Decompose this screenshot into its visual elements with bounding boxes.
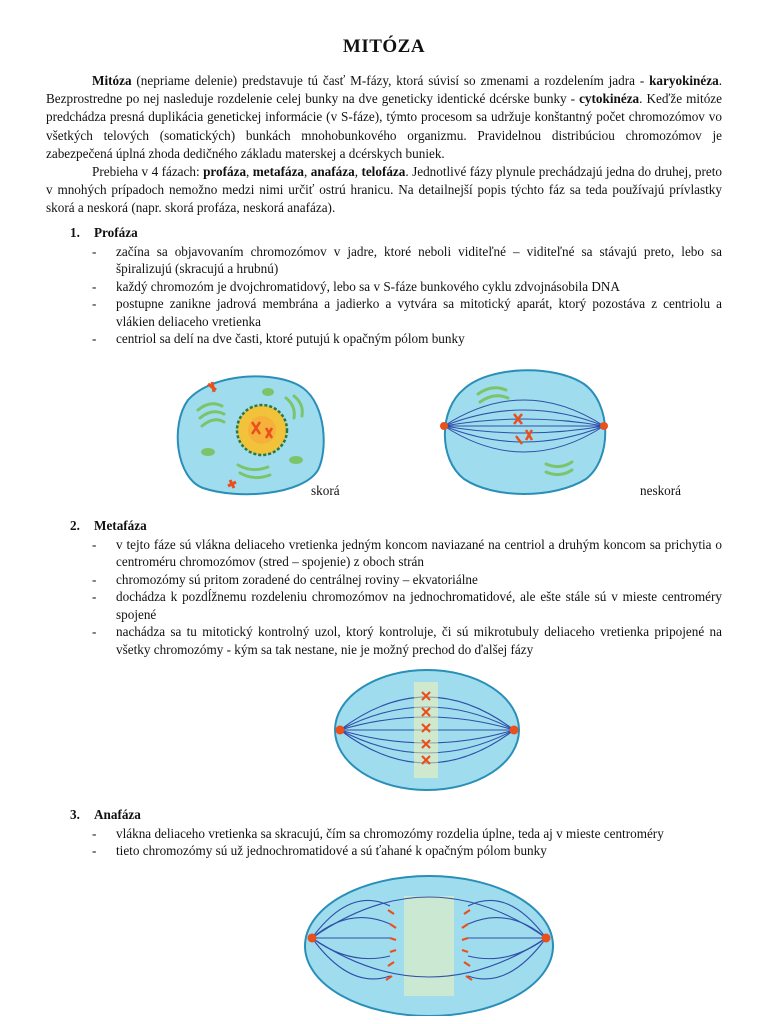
section-heading: 1. Profáza <box>70 225 138 240</box>
list-item: - vlákna deliaceho vretienka sa skracujú, čím sa chromozómy rozdelia úplne, teda aj v mieste centroméry <box>46 825 722 843</box>
bold-term: cytokinéza <box>579 91 640 107</box>
metaphase-illustration <box>330 664 524 794</box>
bold-term: metafáza <box>252 164 305 180</box>
bold-term: telofáza <box>361 164 406 180</box>
section-metafaza <box>46 517 722 658</box>
list-item: - nachádza sa tu mitotický kontrolný uzol, ktorý kontroluje, či sú mikrotubuly deliaceho vretienka pripojené na všetky chromozómy - kým sa tak nestane, nie je možný prechod do ďalšej fázy <box>46 623 722 658</box>
bullet-list <box>46 536 722 659</box>
caption-late: neskorá <box>640 483 682 498</box>
text-run: . Jednotlivé fázy plynule prechádzajú jedna do druhej, preto v mnohých prípadoch nemožno medzi nimi určiť ostrú hranicu. Na detailnejší popis týchto fáz sa teda používajú prívlastky skorá a neskorá (napr. skorá profáza, neskorá anafáza). <box>46 164 723 216</box>
section-profaza <box>46 224 722 348</box>
section-heading: 3. Anafáza <box>70 807 141 822</box>
list-item: - chromozómy sú pritom zoradené do centrálnej roviny – ekvatoriálne <box>46 571 722 589</box>
prophase-late-illustration <box>434 364 614 499</box>
text-run: Prebieha v 4 fázach: <box>92 164 204 180</box>
intro-paragraph-1 <box>46 72 722 163</box>
section-heading: 2. Metafáza <box>70 518 147 533</box>
list-item: - postupne zanikne jadrová membrána a jadierko a vytvára sa mitotický aparát, ktorý pozostáva z centriolu a vlákien deliaceho vretienka <box>46 295 722 330</box>
text-run: , <box>246 164 253 180</box>
bold-term: profáza <box>203 164 247 180</box>
text-run: . Bezprostredne po nej nasleduje rozdelenie celej bunky na dve geneticky identické dcérske bunky - <box>46 73 722 107</box>
caption-early: skorá <box>311 483 340 498</box>
list-item: - každý chromozóm je dvojchromatidový, lebo sa v S-fáze bunkového cyklu zdvojnásobila DNA <box>46 278 722 296</box>
text-run: . Keďže mitóze predchádza presná duplikácia genetickej informácie (v S-fáze), týmto procesom sa udržuje konštantný počet chromozómov vo všetkých telových (somatických) bunkách mnohobunkového organizmu. Pravidelnou distribúciou chromozómov je zabezpečená úplná zhoda dedičného základu materskej a dcérskych buniek. <box>46 91 722 161</box>
bullet-list <box>46 243 722 348</box>
bold-term: karyokinéza <box>649 73 719 88</box>
list-item: - tieto chromozómy sú už jednochromatidové a sú ťahané k opačným pólom bunky <box>46 842 722 860</box>
text-run: , <box>304 164 311 180</box>
anaphase-illustration <box>300 866 558 1016</box>
intro-paragraph-2 <box>46 163 722 218</box>
list-item: - centriol sa delí na dve časti, ktoré putujú k opačným pólom bunky <box>46 330 722 348</box>
section-anafaza <box>46 806 722 860</box>
prophase-early-illustration <box>168 370 328 498</box>
bold-term: anafáza <box>310 164 355 180</box>
text-run: , <box>354 164 362 180</box>
bold-term: Mitóza <box>92 73 132 88</box>
list-item: - začína sa objavovaním chromozómov v jadre, ktoré neboli viditeľné – viditeľné sa stávajú preto, lebo sa špiralizujú (skracujú a hrubnú) <box>46 243 722 278</box>
text-run: (nepriame delenie) predstavuje tú časť M-fázy, ktorá súvisí so zmenami a rozdelením jadra - <box>131 73 650 88</box>
page-title: MITÓZA <box>342 36 426 57</box>
intro-text <box>46 72 722 218</box>
bullet-list <box>46 825 722 860</box>
list-item: - dochádza k pozdĺžnemu rozdeleniu chromozómov na jednochromatidové, ale ešte stále sú v mieste centroméry spojené <box>46 588 722 623</box>
list-item: - v tejto fáze sú vlákna deliaceho vretienka jedným koncom naviazané na centriol a druhým koncom sa prichytia o centroméru chromozómov (stred – spojenie) z oboch strán <box>46 536 722 571</box>
